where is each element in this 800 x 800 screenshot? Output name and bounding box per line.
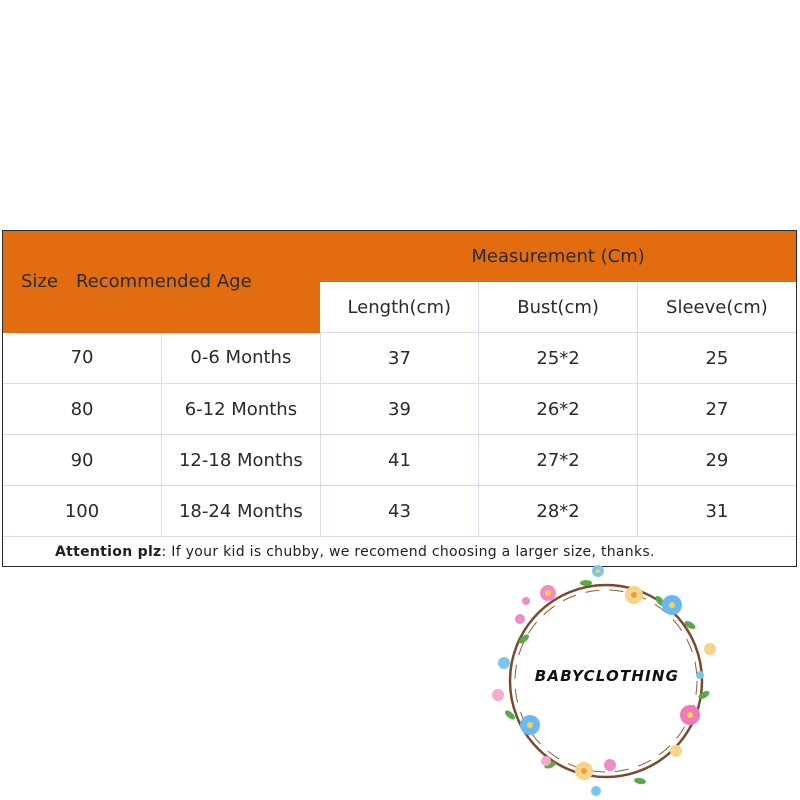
- cell-sleeve: 29: [637, 435, 796, 486]
- cell-age: 12-18 Months: [162, 435, 321, 486]
- size-chart-table: [3, 231, 796, 537]
- cell-bust: 25*2: [479, 333, 638, 384]
- cell-bust: 28*2: [479, 486, 638, 537]
- header-sleeve: Sleeve(cm): [637, 282, 796, 333]
- cell-sleeve: 27: [637, 384, 796, 435]
- cell-age: 0-6 Months: [162, 333, 321, 384]
- table-row: [3, 384, 796, 435]
- cell-bust: 27*2: [479, 435, 638, 486]
- attention-label: Attention plz: [55, 544, 162, 560]
- header-measurement: Measurement (Cm): [320, 231, 796, 282]
- header-size-age: [3, 231, 320, 333]
- cell-age: 6-12 Months: [162, 384, 321, 435]
- cell-size: 80: [3, 384, 162, 435]
- header-size: Size: [21, 271, 58, 293]
- brand-logo: [490, 565, 720, 797]
- cell-size: 70: [3, 333, 162, 384]
- cell-length: 39: [320, 384, 479, 435]
- cell-sleeve: 31: [637, 486, 796, 537]
- header-length: Length(cm): [320, 282, 479, 333]
- cell-size: 90: [3, 435, 162, 486]
- table-row: [3, 333, 796, 384]
- cell-length: 37: [320, 333, 479, 384]
- cell-length: 43: [320, 486, 479, 537]
- cell-bust: 26*2: [479, 384, 638, 435]
- cell-size: 100: [3, 486, 162, 537]
- size-chart: [2, 230, 797, 567]
- table-row: [3, 486, 796, 537]
- attention-note: [3, 537, 796, 567]
- cell-length: 41: [320, 435, 479, 486]
- cell-sleeve: 25: [637, 333, 796, 384]
- logo-text: BABYCLOTHING: [534, 667, 680, 685]
- cell-age: 18-24 Months: [162, 486, 321, 537]
- header-bust: Bust(cm): [479, 282, 638, 333]
- attention-text: : If your kid is chubby, we recomend choosing a larger size, thanks.: [161, 544, 655, 560]
- header-recommended-age: Recommended Age: [75, 271, 252, 293]
- table-row: [3, 435, 796, 486]
